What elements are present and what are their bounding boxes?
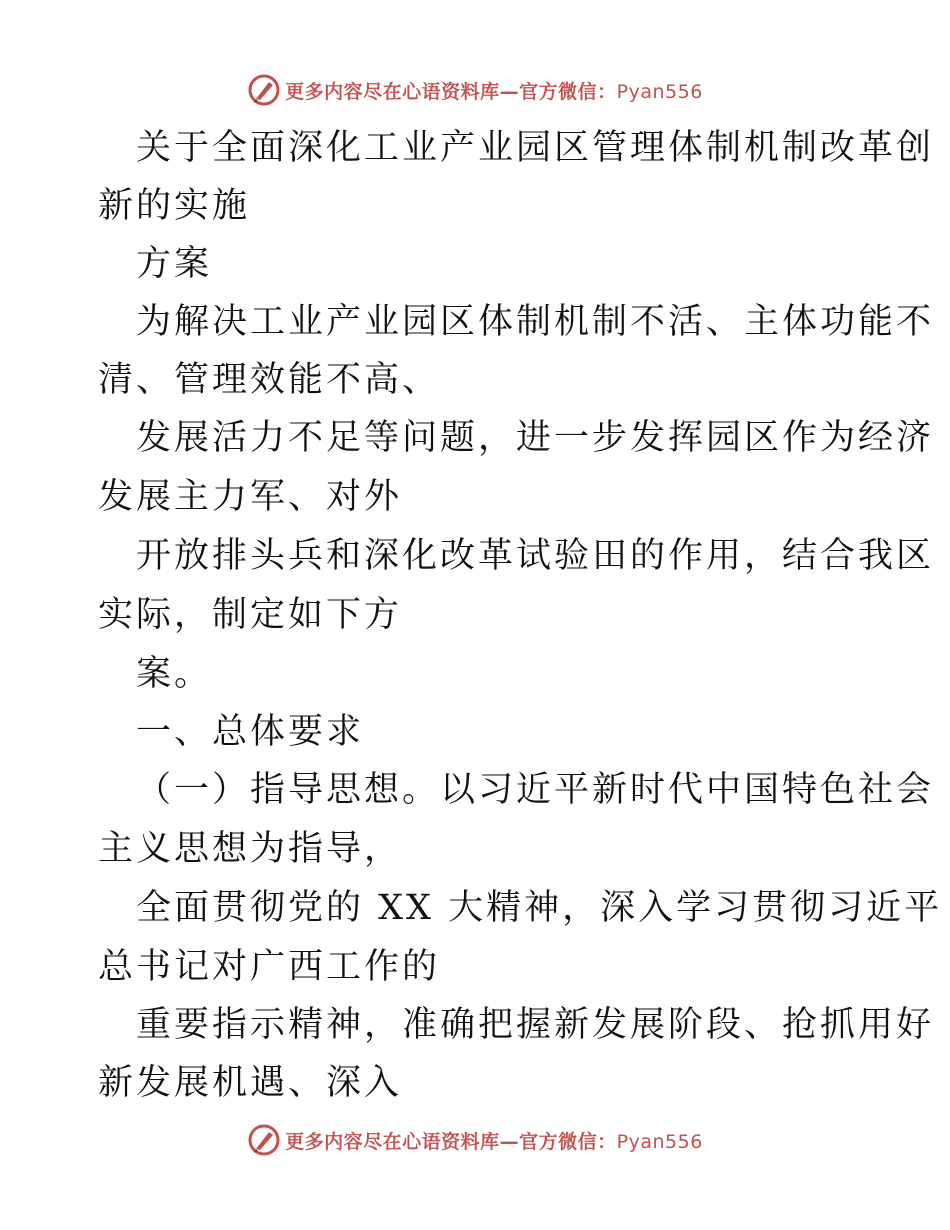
paragraph-line: 全面贯彻党的 XX 大精神，深入学习贯彻习近平 bbox=[136, 888, 943, 928]
paragraph-line: 总书记对广西工作的 bbox=[98, 947, 441, 987]
doc-title-line: 方案 bbox=[136, 244, 213, 284]
paragraph-line: 开放排头兵和深化改革试验田的作用，结合我区 bbox=[136, 536, 935, 576]
paragraph-line: 发展主力军、对外 bbox=[98, 477, 403, 517]
doc-title-line: 关于全面深化工业产业园区管理体制机制改革创 bbox=[136, 128, 935, 168]
quill-pen-circle-icon bbox=[247, 73, 281, 107]
paragraph-line: 实际，制定如下方 bbox=[98, 595, 403, 635]
watermark-text: 更多内容尽在心语资料库—官方微信：Pyan556 bbox=[285, 80, 703, 103]
paragraph-line: 案。 bbox=[136, 654, 213, 694]
watermark-header bbox=[0, 72, 950, 108]
watermark-footer bbox=[0, 1122, 950, 1158]
paragraph-line: 清、管理效能不高、 bbox=[98, 360, 441, 400]
paragraph-line: 新发展机遇、深入 bbox=[98, 1063, 403, 1103]
quill-pen-circle-icon bbox=[247, 1123, 281, 1157]
paragraph-line: 重要指示精神，准确把握新发展阶段、抢抓用好 bbox=[136, 1005, 935, 1045]
paragraph-line: （一）指导思想。以习近平新时代中国特色社会 bbox=[136, 770, 935, 810]
paragraph-line: 主义思想为指导， bbox=[98, 829, 403, 869]
section-heading: 一、总体要求 bbox=[136, 712, 365, 752]
paragraph-line: 为解决工业产业园区体制机制不活、主体功能不 bbox=[136, 302, 935, 342]
watermark-text: 更多内容尽在心语资料库—官方微信：Pyan556 bbox=[285, 1130, 703, 1153]
doc-title-line: 新的实施 bbox=[98, 186, 251, 226]
paragraph-line: 发展活力不足等问题，进一步发挥园区作为经济 bbox=[136, 418, 935, 458]
